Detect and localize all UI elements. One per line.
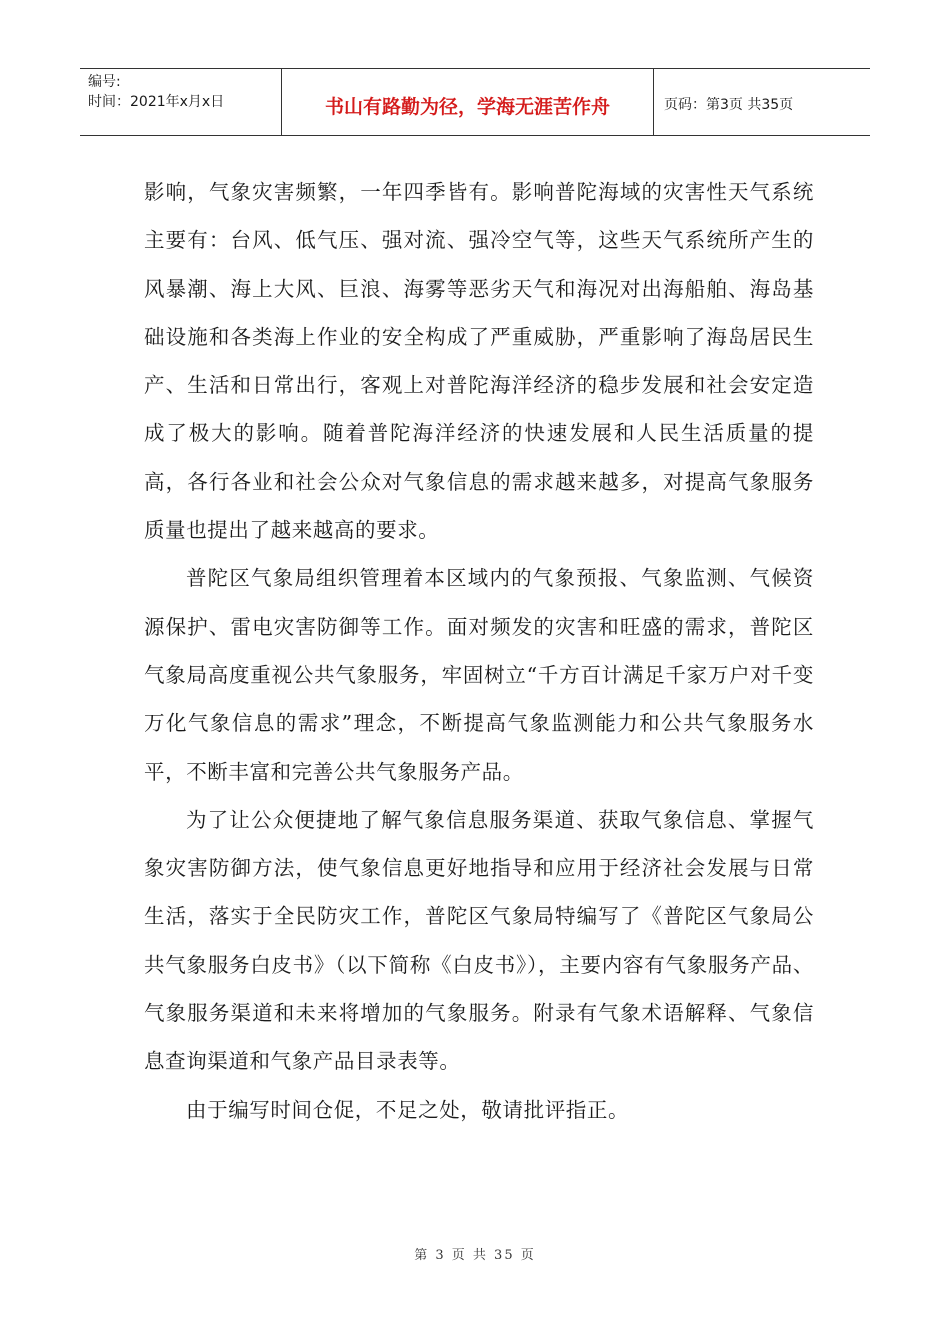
header-motto: 书山有路勤为径，学海无涯苦作舟	[282, 69, 654, 135]
header-page-info: 页码：第3页 共35页	[664, 97, 794, 113]
document-body	[144, 168, 814, 1134]
paragraph-4: 由于编写时间仓促，不足之处，敬请批评指正。	[186, 1097, 630, 1122]
header-meta-cell	[80, 69, 282, 135]
paragraph-1: 影响，气象灾害频繁，一年四季皆有。影响普陀海域的灾害性天气系统主要有：台风、低气压、强对流、强冷空气等，这些天气系统所产生的风暴潮、海上大风、巨浪、海雾等恶劣天气和海况对出海船舶、海岛基础设施和各类海上作业的安全构成了严重威胁，严重影响了海岛居民生产、生活和日常出行，客观上对普陀海洋经济的稳步发展和社会安定造成了极大的影响。随着普陀海洋经济的快速发展和人民生活质量的提高，各行各业和社会公众对气象信息的需求越来越多，对提高气象服务质量也提出了越来越高的要求。	[144, 180, 814, 543]
paragraph-2: 普陀区气象局组织管理着本区域内的气象预报、气象监测、气候资源保护、雷电灾害防御等工作。面对频发的灾害和旺盛的需求，普陀区气象局高度重视公共气象服务，牢固树立“千方百计满足千家万户对千变万化气象信息的需求”理念，不断提高气象监测能力和公共气象服务水平，不断丰富和完善公共气象服务产品。	[144, 566, 814, 784]
page-footer: 第 3 页 共 35 页	[414, 1248, 536, 1263]
paragraph-3: 为了让公众便捷地了解气象信息服务渠道、获取气象信息、掌握气象灾害防御方法，使气象信息更好地指导和应用于经济社会发展与日常生活，落实于全民防灾工作，普陀区气象局特编写了《普陀区气象局公共气象服务白皮书》（以下简称《白皮书》），主要内容有气象服务产品、气象服务渠道和未来将增加的气象服务。附录有气象术语解释、气象信息查询渠道和气象产品目录表等。	[144, 807, 814, 1074]
page-header	[80, 68, 870, 136]
serial-label: 编号:	[88, 74, 121, 90]
date-label: 时间：2021年x月x日	[88, 94, 225, 110]
